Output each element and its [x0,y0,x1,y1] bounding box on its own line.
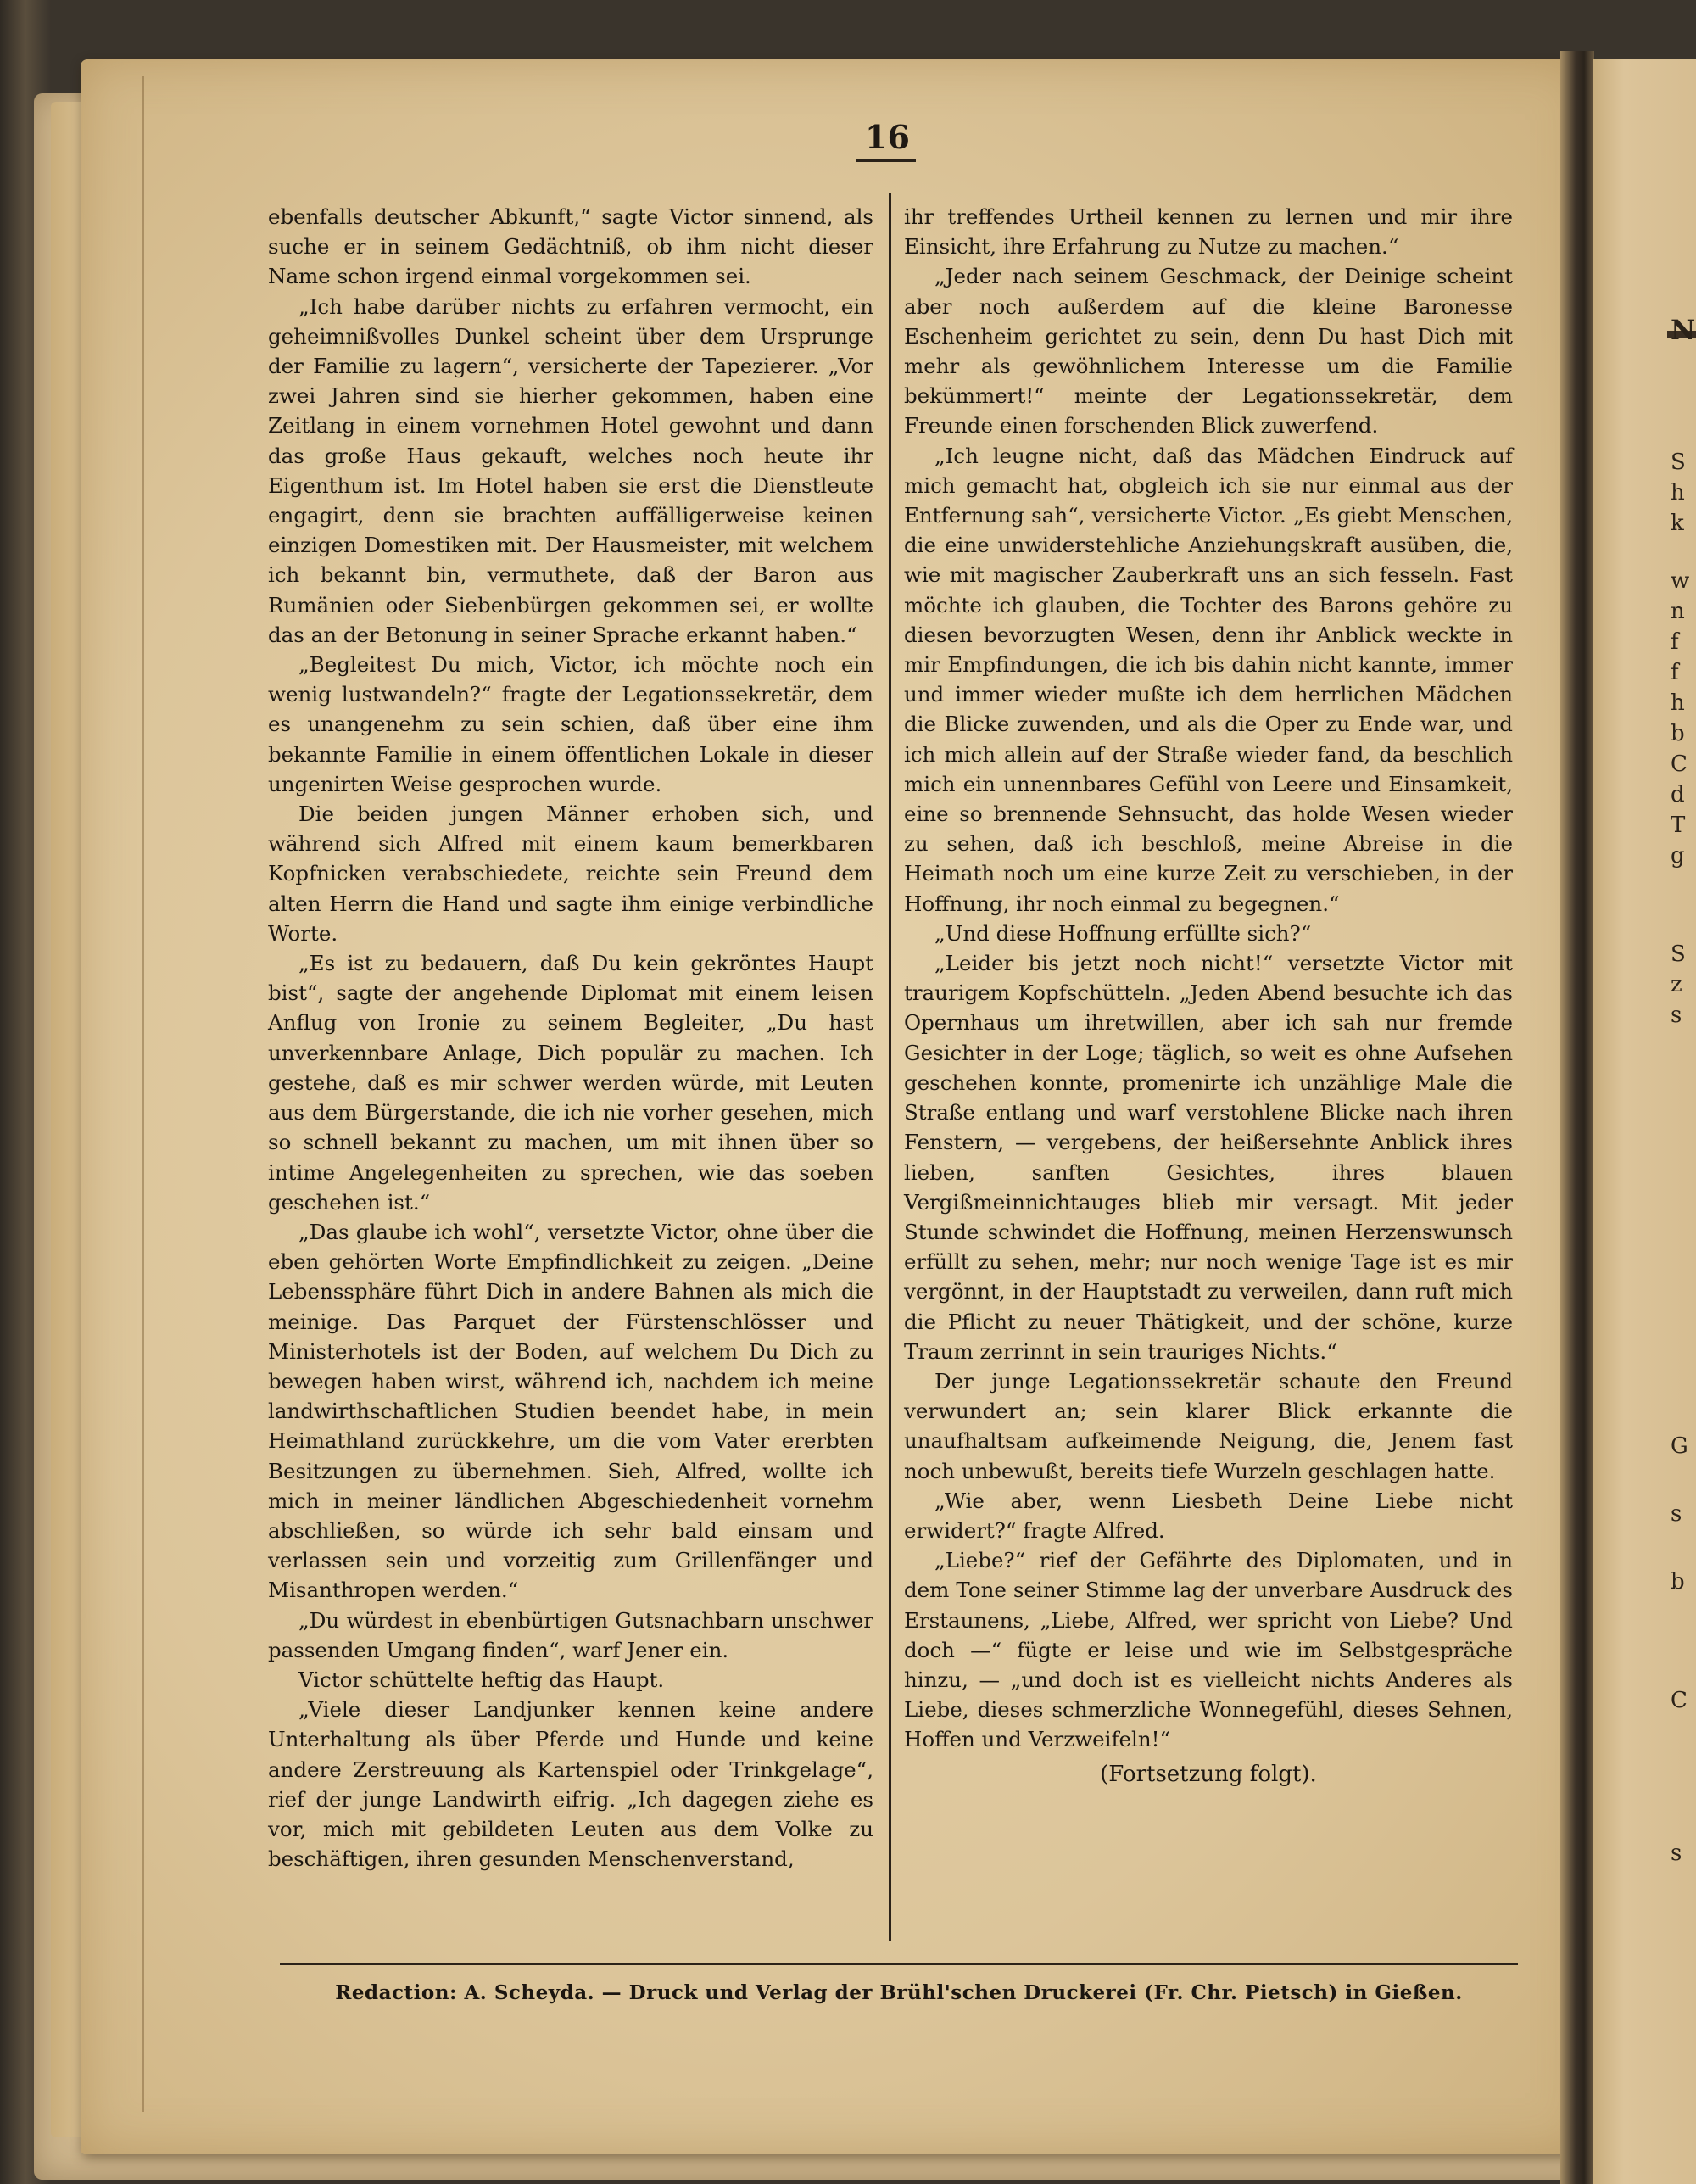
adjacent-page-fragment: k [1671,511,1684,536]
paragraph: „Es ist zu bedauern, daß Du kein gekröntes Haupt bist“, sagte der angehende Diplomat mit einem leisen Anflug von Ironie zu seinem Begleiter, „Du hast unverkennbare Anlage, Dich populär zu machen. Ich gestehe, daß es mir schwer werden würde, mit Leuten aus dem Bürgerstande, die ich nie vorher gesehen, mich so schnell bekannt zu machen, um mit ihnen über so intime Angelegenheiten zu sprechen, wie das soeben geschehen ist.“ [268,951,873,1215]
paragraph: ihr treffendes Urtheil kennen zu lernen und mir ihre Einsicht, ihre Erfahrung zu Nutze zu machen.“ [904,204,1513,260]
adjacent-page-fragment: h [1671,480,1685,506]
adjacent-page-fragment: T [1671,813,1686,838]
left-text-column [268,202,873,1874]
paragraph: Die beiden jungen Männer erhoben sich, und während sich Alfred mit einem kaum bemerkbaren Kopfnicken verabschiedete, reichte sein Freund dem alten Herrn die Hand und sagte ihm einige verbindliche Worte. [268,802,873,946]
paragraph: „Begleitest Du mich, Victor, ich möchte noch ein wenig lustwandeln?“ fragte der Legationssekretär, dem es unangenehm zu sein schien, daß über eine ihm bekannte Familie in einem öffentlichen Lokale in dieser ungenirten Weise gesprochen wurde. [268,652,873,796]
paragraph: Victor schüttelte heftig das Haupt. [298,1667,665,1692]
publisher-imprint: Redaction: A. Scheyda. — Druck und Verlag der Brühl'schen Druckerei (Fr. Chr. Pietsch) in Gießen. [335,1981,1463,2004]
adjacent-page-fragment: n [1671,599,1685,624]
adjacent-page-fragment: w [1671,568,1690,594]
adjacent-page-fragment: G [1671,1433,1688,1459]
paragraph: „Ich habe darüber nichts zu erfahren vermocht, ein geheimnißvolles Dunkel scheint über dem Ursprunge der Familie zu lagern“, versicherte der Tapezierer. „Vor zwei Jahren sind sie hierher gekommen, haben eine Zeitlang in einem vornehmen Hotel gewohnt und dann das große Haus gekauft, welches noch heute ihr Eigenthum ist. Im Hotel haben sie erst die Dienstleute engagirt, denn sie brachten auffälligerweise keinen einzigen Domestiken mit. Der Hausmeister, mit welchem ich bekannt bin, vermuthete, daß der Baron aus Rumänien oder Siebenbürgen gekommen sei, er wollte das an der Betonung in seiner Sprache erkannt haben.“ [268,293,873,647]
paragraph: Der junge Legationssekretär schaute den Freund verwundert an; sein klarer Blick erkannte die unaufhaltsam aufkeimende Neigung, die, Jenem fast noch unbewußt, bereits tiefe Wurzeln geschlagen hatte. [904,1368,1513,1483]
adjacent-page-fragment: C [1671,751,1688,777]
adjacent-page-fragment: N [1671,314,1696,346]
paragraph: „Viele dieser Landjunker kennen keine andere Unterhaltung als über Pferde und Hunde und keine andere Zerstreuung als Kartenspiel oder Trinkgelage“, rief der junge Landwirth eifrig. „Ich dagegen ziehe es vor, mich mit gebildeten Leuten aus dem Volke zu beschäftigen, ihren gesunden Menschenverstand, [268,1697,873,1872]
paragraph: „Leider bis jetzt noch nicht!“ versetzte Victor mit traurigem Kopfschütteln. „Jeden Abend besuchte ich das Opernhaus um ihretwillen, aber ich sah nur fremde Gesichter in der Loge; täglich, so weit es ohne Aufsehen geschehen konnte, promenirte ich unzählige Male die Straße entlang und warf verstohlene Blicke nach ihren Fenstern, — vergebens, der heißersehnte Anblick ihres lieben, sanften Gesichtes, ihres blauen Vergißmeinnichtauges blieb mir versagt. Mit jeder Stunde schwindet die Hoffnung, meinen Herzenswunsch erfüllt zu sehen, mehr; nur noch wenige Tage ist es mir vergönnt, in der Hauptstadt zu verweilen, dann ruft mich die Pflicht zu neuer Thätigkeit, und der schöne, kurze Traum zerrinnt in sein trauriges Nichts.“ [904,951,1513,1364]
adjacent-page-fragment: s [1671,1003,1682,1028]
adjacent-page-strip [1593,59,1696,2184]
adjacent-page-fragment: S [1671,941,1686,967]
adjacent-page-fragment: S [1671,450,1686,475]
paragraph: „Wie aber, wenn Liesbeth Deine Liebe nicht erwidert?“ fragte Alfred. [904,1488,1513,1543]
right-text-column [904,202,1513,1790]
adjacent-page-fragment: f [1671,660,1679,685]
adjacent-page-fragment: h [1671,690,1685,716]
adjacent-page-fragment: b [1671,1569,1685,1595]
page-number-underline [856,159,916,162]
book-gutter [1560,51,1594,2184]
adjacent-page-fragment: C [1671,1688,1688,1713]
paragraph: „Du würdest in ebenbürtigen Gutsnachbarn unschwer passenden Umgang finden“, warf Jener ein. [268,1607,873,1662]
paragraph: „Ich leugne nicht, daß das Mädchen Eindruck auf mich gemacht hat, obgleich ich sie nur einmal aus der Entfernung sah“, versicherte Victor. „Es giebt Menschen, die eine unwiderstehliche Anziehungskraft ausüben, die, wie mit magischer Zauberkraft uns an sich fesseln. Fast möchte ich glauben, die Tochter des Barons gehöre zu diesen bevorzugten Wesen, denn ihr Anblick weckte in mir Empfindungen, die ich bis dahin nicht kannte, immer und immer wieder mußte ich dem herrlichen Mädchen die Blicke zuwenden, und als die Oper zu Ende war, und ich mich allein auf der Straße wieder fand, da beschlich mich ein unnennbares Gefühl von Leere und Einsamkeit, eine so brennende Sehnsucht, das holde Wesen wieder zu sehen, daß ich beschloß, meine Abreise in die Heimath noch um eine kurze Zeit zu verschieben, in der Hoffnung, ihr noch einmal zu begegnen.“ [904,443,1513,916]
adjacent-page-fragment: s [1671,1840,1682,1866]
adjacent-page-fragment: g [1671,843,1685,869]
adjacent-page-fragment: s [1671,1501,1682,1527]
paragraph: „Jeder nach seinem Geschmack, der Deinige scheint aber noch außerdem auf die kleine Baronesse Eschenheim gerichtet zu sein, denn Du hast Dich mit mehr als gewöhnlichem Interesse um die Familie bekümmert!“ meinte der Legationssekretär, dem Freunde einen forschenden Blick zuwerfend. [904,264,1513,438]
paragraph: „Das glaube ich wohl“, versetzte Victor, ohne über die eben gehörten Worte Empfindlichkeit zu zeigen. „Deine Lebenssphäre führt Dich in andere Bahnen als mich die meinige. Das Parquet der Fürstenschlösser und Ministerhotels ist der Boden, auf welchem Du Dich zu bewegen haben wirst, während ich, nachdem ich meine landwirthschaftlichen Studien beendet habe, in mein Heimathland zurückkehre, um die vom Vater ererbten Besitzungen zu übernehmen. Sieh, Alfred, wollte ich mich in meiner ländlichen Abgeschiedenheit vornehm abschließen, so würde ich sehr bald einsam und verlassen sein und vorzeitig zum Grillenfänger und Misanthropen werden.“ [268,1219,873,1603]
paragraph: „Liebe?“ rief der Gefährte des Diplomaten, und in dem Tone seiner Stimme lag der unverbare Ausdruck des Erstaunens, „Liebe, Alfred, wer spricht von Liebe? Und doch —“ fügte er leise und wie im Selbstgespräche hinzu, — „und doch ist es vielleicht nichts Anderes als Liebe, dieses schmerzliche Wonnegefühl, dieses Sehnen, Hoffen und Verzweifeln!“ [904,1548,1513,1752]
column-divider [889,193,891,1941]
adjacent-page-fragment: f [1671,629,1679,655]
page-number: 16 [865,118,910,156]
margin-crease [142,76,144,2112]
continuation-note: (Fortsetzung folgt). [1100,1761,1317,1787]
footer-rule [280,1963,1518,1965]
paragraph: ebenfalls deutscher Abkunft,“ sagte Victor sinnend, als suche er in seinem Gedächtniß, ob ihm nicht dieser Name schon irgend einmal vorgekommen sei. [268,204,873,289]
adjacent-page-fragment: b [1671,721,1685,746]
adjacent-page-fragment: d [1671,782,1685,807]
adjacent-page-fragment: z [1671,972,1682,997]
paragraph: „Und diese Hoffnung erfüllte sich?“ [934,920,1312,946]
